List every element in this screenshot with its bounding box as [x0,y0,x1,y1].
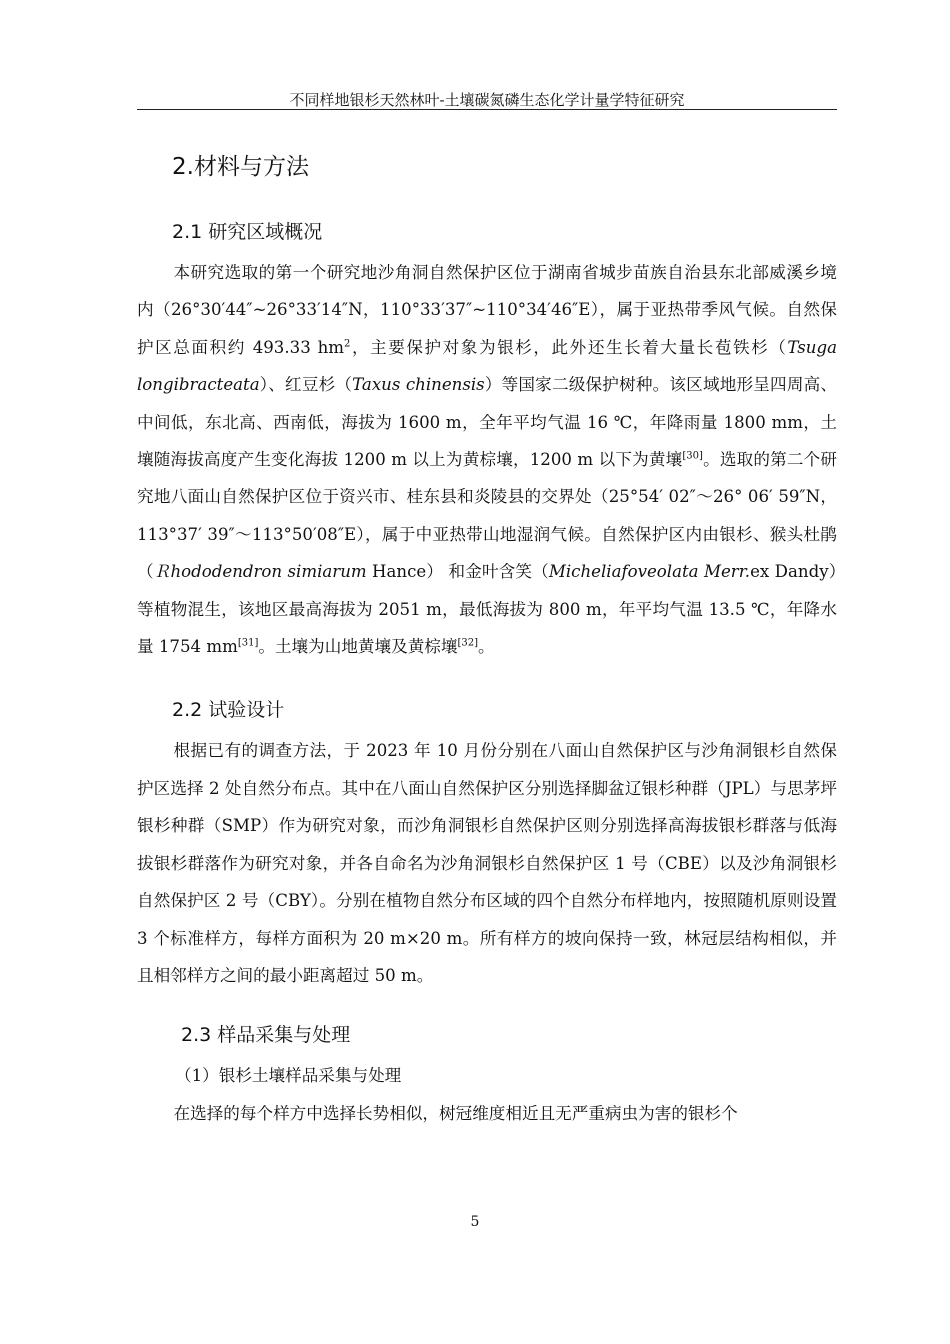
soil-sampling-item: （1）银杉土壤样品采集与处理 [175,1066,402,1086]
subsection-2-1-title: 2.1 研究区域概况 [172,221,323,243]
experiment-design-paragraph: 根据已有的调查方法，于 2023 年 10 月份分别在八面山自然保护区与沙角洞银杉自然保护区选择 2 处自然分布点。其中在八面山自然保护区分别选择脚盆辽银杉种群（JPL）与思茅坪银杉种群（SMP）作为研究对象，而沙角洞银杉自然保护区则分别选择高海拔银杉群落与低海拔银杉群落作为研究对象，并各自命名为沙角洞银杉自然保护区 1 号（CBE）以及沙角洞银杉自然保护区 2 号（CBY）。分别在植物自然分布区域的四个自然分布样地内，按照随机原则设置 3 个标准样方，每样方面积为 20 m×20 m。所有样方的坡向保持一致，林冠层结构相似，并且相邻样方之间的最小距离超过 50 m。 [137,741,837,985]
sampling-paragraph: 在选择的每个样方中选择长势相似，树冠维度相近且无严重病虫为害的银杉个 [173,1103,738,1123]
page-body [137,140,837,1132]
study-area-paragraph: 本研究选取的第一个研究地沙角洞自然保护区位于湖南省城步苗族自治县东北部威溪乡境内（26°30′44″~26°33′14″N，110°33′37″~110°34′46″E），属于亚热带季风气候。自然保护区总面积约 493.33 $hm^2$，主要保护对象为银杉，此外还生长着大量长苞铁杉（Tsuga longibracteata）、红豆杉（Taxus chinensis）等国家二级保护树种。该区域地形呈四周高、中间低，东北高、西南低，海拔为 1600 m，全年平均气温 16 ℃，年降雨量 1800 mm，土壤随海拔高度产生变化海拔 1200 m 以上为黄棕壤，1200 m 以下为黄壤[30]。选取的第二个研究地八面山自然保护区位于资兴市、桂东县和炎陵县的交界处（25°54′ 02″～26° 06′ 59″N，113°37′ 39″～113°50′08″E），属于中亚热带山地湿润气候。自然保护区内由银杉、猴头杜鹃（Ｒhododendron simiarum Hance） 和金叶含笑（Micheliafoveolata Merr.ex Dandy）等植物混生，该地区最高海拔为 2051 m，最低海拔为 800 m，年平均气温 13.5 ℃，年降水量 1754 mm[31]。土壤为山地黄壤及黄棕壤[32]。 [137,263,838,657]
header-rule [137,109,837,110]
page-number: 5 [470,1214,480,1230]
subsection-2-2-title: 2.2 试验设计 [172,699,285,722]
subsection-2-3-title: 2.3 样品采集与处理 [181,1024,351,1047]
section-title: 2.材料与方法 [172,154,309,180]
running-header: 不同样地银杉天然林叶-土壤碳氮磷生态化学计量学特征研究 [289,91,685,109]
